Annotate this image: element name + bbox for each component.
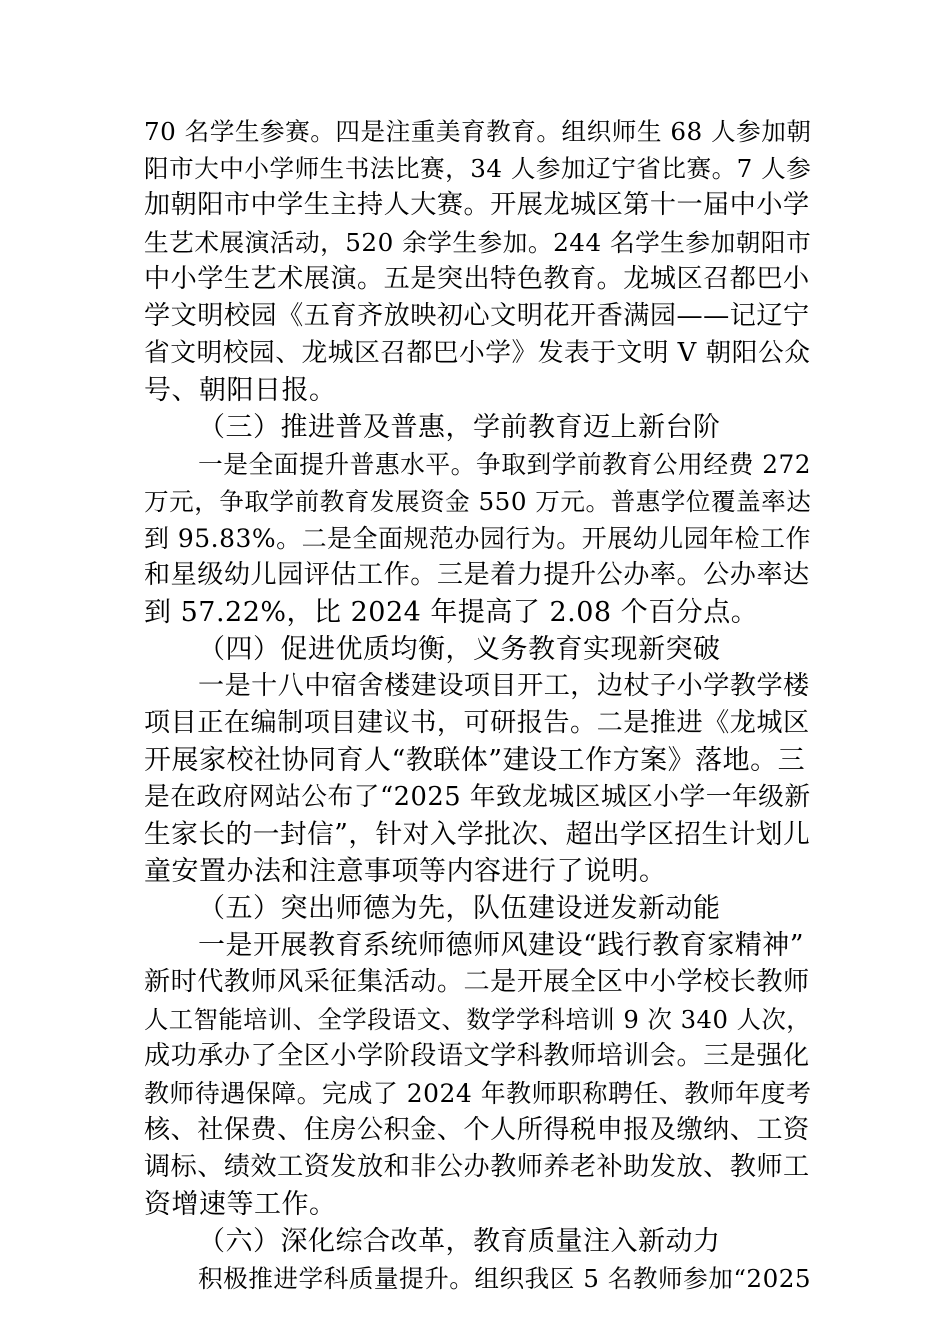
paragraph-line: 教师待遇保障。完成了 2024 年教师职称聘任、教师年度考	[144, 1079, 812, 1108]
paragraph-line: 70 名学生参赛。四是注重美育教育。组织师生 68 人参加朝	[144, 117, 812, 146]
paragraph-line: 到 57.22%，比 2024 年提高了 2.08 个百分点。	[144, 597, 759, 628]
paragraph-line: 调标、绩效工资发放和非公办教师养老补助发放、教师工	[144, 1152, 810, 1182]
paragraph-line: 生家长的一封信”，针对入学批次、超出学区招生计划儿	[144, 819, 811, 850]
paragraph-line: 童安置办法和注意事项等内容进行了说明。	[144, 856, 667, 887]
paragraph-line: 核、社保费、住房公积金、个人所得税申报及缴纳、工资	[144, 1115, 810, 1145]
paragraph-line-indented: 积极推进学科质量提升。组织我区 5 名教师参加“2025	[198, 1264, 812, 1293]
paragraph-line: 学文明校园《五育齐放映初心文明花开香满园——记辽宁	[144, 301, 810, 331]
paragraph-line-indented: 一是全面提升普惠水平。争取到学前教育公用经费 272	[198, 450, 811, 479]
paragraph-line: 人工智能培训、全学段语文、数学学科培训 9 次 340 人次，	[144, 1005, 812, 1034]
paragraph-line: 加朝阳市中学生主持人大赛。开展龙城区第十一届中小学	[144, 190, 810, 220]
paragraph-line-indented: （四）促进优质均衡，义务教育实现新突破	[198, 634, 721, 665]
paragraph-line: 开展家校社协同育人“教联体”建设工作方案》落地。三	[144, 745, 806, 776]
paragraph-line: 项目正在编制项目建议书，可研报告。二是推进《龙城区	[144, 708, 810, 738]
paragraph-line: 号、朝阳日报。	[144, 375, 337, 406]
paragraph-line: 成功承办了全区小学阶段语文学科教师培训会。三是强化	[144, 1041, 810, 1071]
paragraph-line: 万元，争取学前教育发展资金 550 万元。普惠学位覆盖率达	[144, 487, 812, 516]
paragraph-line: 和星级幼儿园评估工作。三是着力提升公办率。公办率达	[144, 560, 810, 590]
paragraph-line: 是在政府网站公布了“2025 年致龙城区城区小学一年级新	[144, 782, 811, 812]
paragraph-line-indented: 一是十八中宿舍楼建设项目开工，边杖子小学教学楼	[198, 671, 810, 701]
paragraph-line: 新时代教师风采征集活动。二是开展全区中小学校长教师	[144, 967, 810, 997]
paragraph-line-indented: （五）突出师德为先，队伍建设迸发新动能	[198, 893, 721, 924]
paragraph-line: 到 95.83%。二是全面规范办园行为。开展幼儿园年检工作	[144, 524, 811, 553]
paragraph-line: 资增速等工作。	[144, 1189, 337, 1220]
paragraph-line: 中小学生艺术展演。五是突出特色教育。龙城区召都巴小	[144, 264, 810, 294]
paragraph-line-indented: 一是开展教育系统师德师风建设“践行教育家精神”	[198, 930, 805, 961]
paragraph-line: 阳市大中小学师生书法比赛，34 人参加辽宁省比赛。7 人参	[144, 154, 812, 183]
paragraph-line-indented: （六）深化综合改革，教育质量注入新动力	[198, 1226, 721, 1257]
document-body	[144, 113, 810, 1297]
paragraph-line: 生艺术展演活动，520 余学生参加。244 名学生参加朝阳市	[144, 228, 812, 257]
paragraph-line-indented: （三）推进普及普惠，学前教育迈上新台阶	[198, 412, 721, 443]
paragraph-line: 省文明校园、龙城区召都巴小学》发表于文明 V 朝阳公众	[144, 338, 811, 368]
